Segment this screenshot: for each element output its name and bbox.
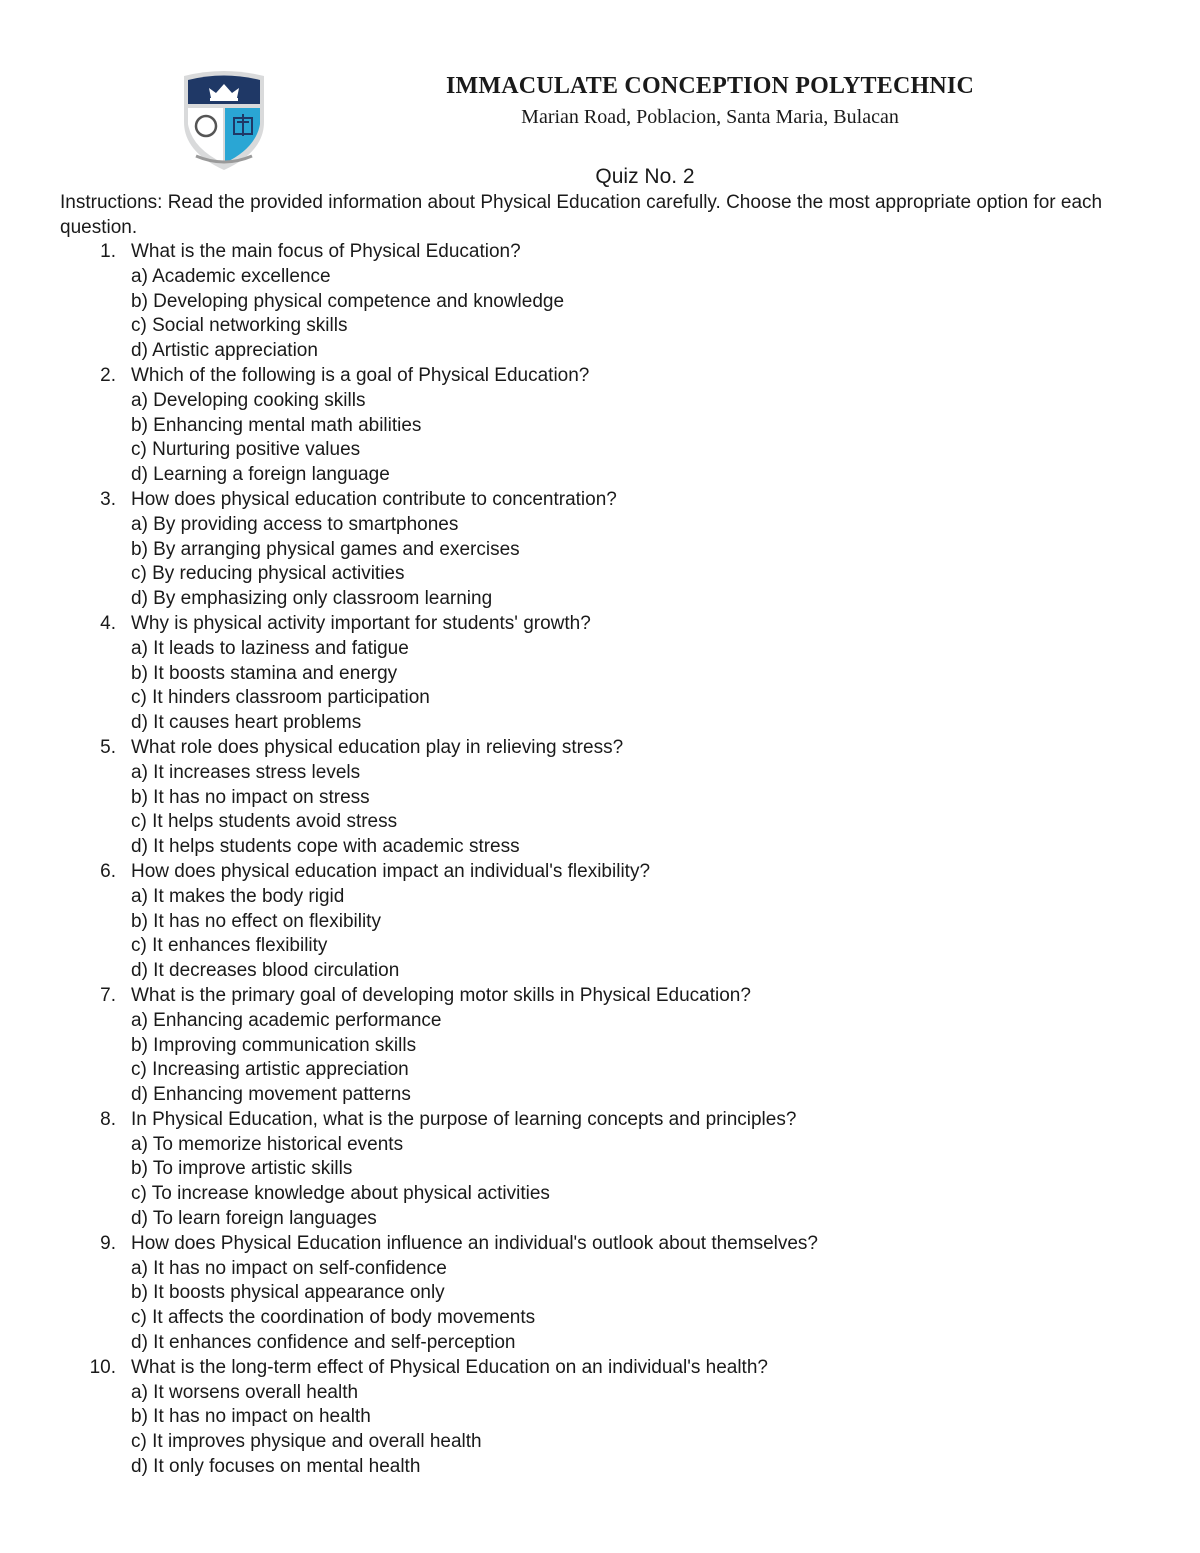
answer-option: [0, 1381, 1200, 1406]
question-number: 2.: [100, 364, 116, 386]
option-text: b) It boosts physical appearance only: [131, 1282, 445, 1304]
option-text: d) It only focuses on mental health: [131, 1456, 421, 1478]
answer-option: [0, 1430, 1200, 1455]
option-text: a) It has no impact on self-confidence: [131, 1257, 447, 1279]
school-name: IMMACULATE CONCEPTION POLYTECHNIC: [446, 73, 974, 99]
option-text: a) By providing access to smartphones: [131, 513, 459, 535]
answer-option: [0, 1157, 1200, 1182]
question-text: What is the main focus of Physical Education?: [131, 241, 521, 262]
option-text: c) It helps students avoid stress: [131, 811, 398, 833]
answer-option: [0, 438, 1200, 463]
question-text: What is the long-term effect of Physical Education on an individual's health?: [131, 1356, 768, 1378]
option-text: d) It enhances confidence and self-perception: [131, 1332, 516, 1354]
question-item: [0, 984, 1200, 1009]
question-number: 7.: [100, 984, 116, 1006]
answer-option: [0, 934, 1200, 959]
question-number: 5.: [100, 736, 116, 758]
option-text: a) It increases stress levels: [131, 761, 361, 783]
question-text: Why is physical activity important for students' growth?: [131, 612, 591, 634]
question-text: How does physical education contribute to concentration?: [131, 488, 617, 510]
option-text: d) Enhancing movement patterns: [131, 1084, 411, 1106]
school-address: Marian Road, Poblacion, Santa Maria, Bulacan: [521, 106, 899, 128]
answer-option: [0, 1207, 1200, 1232]
answer-option: [0, 562, 1200, 587]
answer-option: [0, 339, 1200, 364]
option-text: a) It worsens overall health: [131, 1381, 359, 1403]
option-text: b) By arranging physical games and exercises: [131, 538, 520, 560]
answer-option: [0, 910, 1200, 935]
option-text: b) It has no impact on health: [131, 1406, 371, 1428]
answer-option: [0, 835, 1200, 860]
option-text: c) Nurturing positive values: [131, 439, 361, 461]
option-text: c) Social networking skills: [131, 315, 348, 337]
answer-option: [0, 314, 1200, 339]
question-item: [0, 860, 1200, 885]
option-text: c) It improves physique and overall health: [131, 1431, 482, 1453]
answer-option: [0, 662, 1200, 687]
answer-option: [0, 587, 1200, 612]
question-number: 1.: [100, 241, 116, 262]
option-text: b) Improving communication skills: [131, 1034, 417, 1056]
answer-option: [0, 711, 1200, 736]
quiz-title: Quiz No. 2: [595, 165, 695, 188]
question-item: [0, 736, 1200, 761]
question-text: In Physical Education, what is the purpose of learning concepts and principles?: [131, 1108, 797, 1130]
option-text: a) Academic excellence: [131, 265, 331, 287]
answer-option: [0, 959, 1200, 984]
answer-option: [0, 1257, 1200, 1282]
answer-option: [0, 1083, 1200, 1108]
answer-option: [0, 1034, 1200, 1059]
question-number: 8.: [100, 1108, 116, 1130]
option-text: d) Artistic appreciation: [131, 340, 318, 362]
question-item: [0, 1356, 1200, 1381]
answer-option: [0, 686, 1200, 711]
option-text: d) It helps students cope with academic stress: [131, 836, 520, 858]
option-text: b) To improve artistic skills: [131, 1158, 353, 1180]
question-list: [0, 240, 1200, 1480]
question-number: 9.: [100, 1232, 116, 1254]
question-item: [0, 364, 1200, 389]
option-text: d) It causes heart problems: [131, 712, 362, 734]
option-text: c) It affects the coordination of body movements: [131, 1307, 536, 1329]
question-item: [0, 488, 1200, 513]
answer-option: [0, 1058, 1200, 1083]
answer-option: [0, 389, 1200, 414]
answer-option: [0, 463, 1200, 488]
answer-option: [0, 1405, 1200, 1430]
answer-option: [0, 1182, 1200, 1207]
option-text: d) By emphasizing only classroom learning: [131, 588, 493, 610]
option-text: b) It has no impact on stress: [131, 786, 370, 808]
question-number: 4.: [100, 612, 116, 634]
answer-option: [0, 1133, 1200, 1158]
option-text: d) It decreases blood circulation: [131, 960, 400, 982]
option-text: a) Developing cooking skills: [131, 389, 366, 411]
answer-option: [0, 761, 1200, 786]
question-number: 6.: [100, 860, 116, 882]
question-text: Which of the following is a goal of Physical Education?: [131, 364, 590, 386]
option-text: b) Enhancing mental math abilities: [131, 414, 422, 436]
question-item: [0, 612, 1200, 637]
question-text: How does Physical Education influence an individual's outlook about themselves?: [131, 1232, 818, 1254]
answer-option: [0, 513, 1200, 538]
question-text: How does physical education impact an individual's flexibility?: [131, 860, 651, 882]
instructions: Instructions: Read the provided information about Physical Education carefully. Choose the most appropriate option for each question.: [60, 192, 1103, 238]
option-text: c) To increase knowledge about physical activities: [131, 1183, 550, 1205]
answer-option: [0, 885, 1200, 910]
question-text: What role does physical education play in relieving stress?: [131, 736, 624, 758]
option-text: c) By reducing physical activities: [131, 563, 405, 585]
question-text: What is the primary goal of developing motor skills in Physical Education?: [131, 984, 751, 1006]
answer-option: [0, 290, 1200, 315]
option-text: c) Increasing artistic appreciation: [131, 1059, 409, 1081]
question-number: 10.: [89, 1356, 116, 1378]
answer-option: [0, 1331, 1200, 1356]
answer-option: [0, 786, 1200, 811]
school-logo: [178, 68, 270, 172]
option-text: c) It hinders classroom participation: [131, 687, 430, 709]
school-crest-icon: [178, 68, 270, 172]
answer-option: [0, 1009, 1200, 1034]
question-item: [0, 1108, 1200, 1133]
option-text: b) It boosts stamina and energy: [131, 662, 398, 684]
question-item: [0, 240, 1200, 265]
answer-option: [0, 1281, 1200, 1306]
option-text: a) To memorize historical events: [131, 1133, 404, 1155]
answer-option: [0, 1455, 1200, 1480]
option-text: a) It makes the body rigid: [131, 885, 345, 907]
question-number: 3.: [100, 488, 116, 510]
option-text: a) Enhancing academic performance: [131, 1009, 442, 1031]
answer-option: [0, 265, 1200, 290]
answer-option: [0, 538, 1200, 563]
option-text: b) It has no effect on flexibility: [131, 910, 381, 932]
answer-option: [0, 637, 1200, 662]
answer-option: [0, 414, 1200, 439]
option-text: d) Learning a foreign language: [131, 464, 390, 486]
option-text: a) It leads to laziness and fatigue: [131, 637, 409, 659]
answer-option: [0, 1306, 1200, 1331]
option-text: c) It enhances flexibility: [131, 935, 328, 957]
option-text: b) Developing physical competence and knowledge: [131, 290, 565, 312]
answer-option: [0, 810, 1200, 835]
question-item: [0, 1232, 1200, 1257]
option-text: d) To learn foreign languages: [131, 1208, 377, 1230]
